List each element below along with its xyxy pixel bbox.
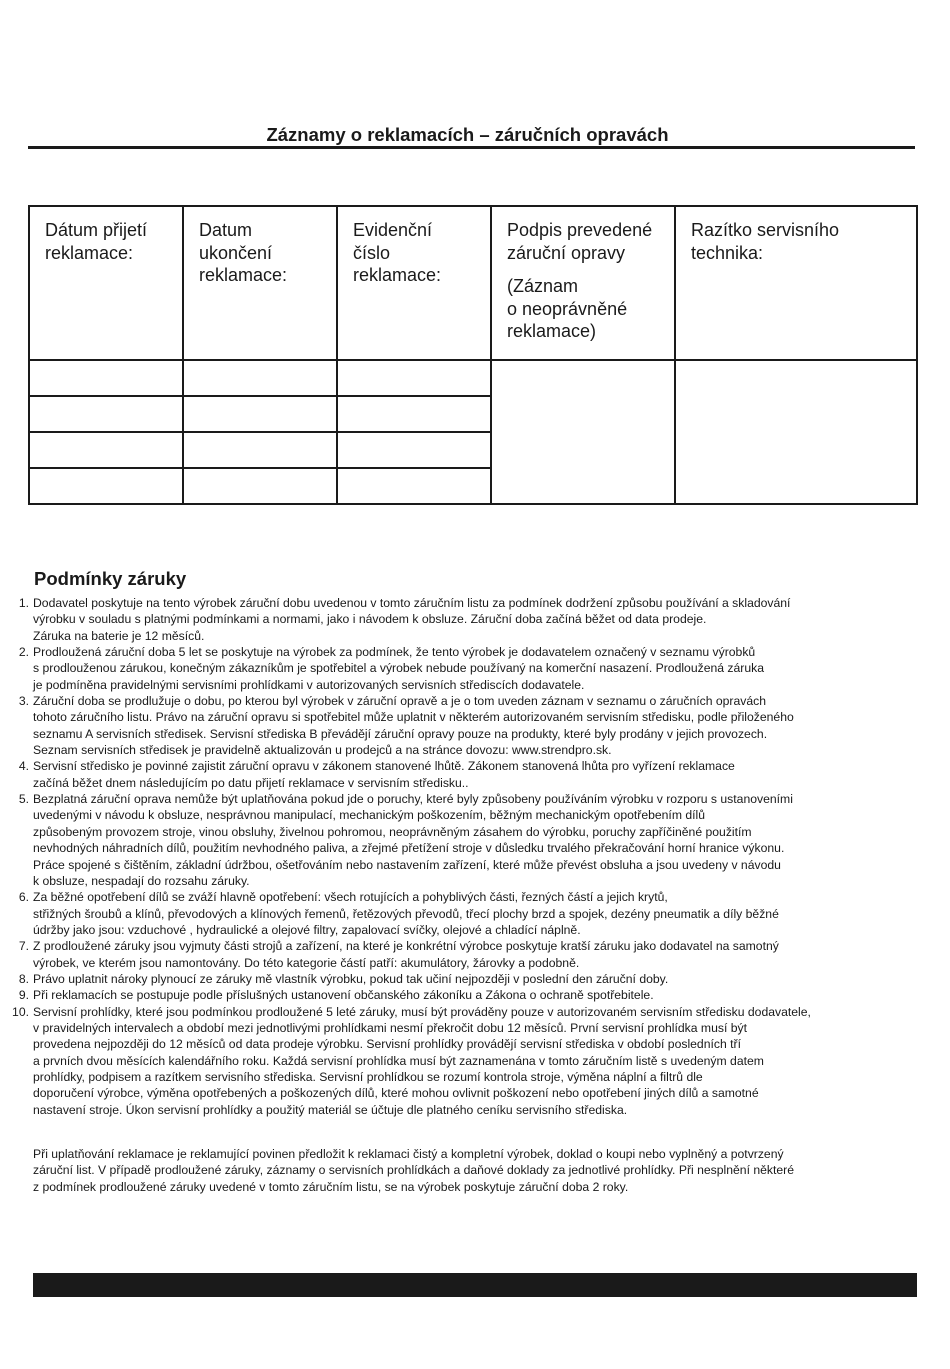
footer-note [33,1146,794,1195]
text-line: Dodavatel poskytuje na tento výrobek záruční dobu uvedenou v tomto záručním listu za podmínek dodržení způsobu používání a skladování [33,596,791,610]
header-label-line: reklamace: [199,265,288,285]
text-line: s prodlouženou zárukou, konečným zákazníkům je spotřebitel a výrobek nebude používaný na komerční nasazení. Prodloužená záruka [33,661,765,676]
header-label-line: Datum [199,220,253,240]
text-line: k obsluze, nespadají do rozsahu záruky. [33,873,250,888]
header-label-line: Dátum přijetí [45,220,148,240]
header-label-line: číslo [353,242,391,263]
list-item [0,987,923,1003]
table-cell[interactable] [29,360,183,396]
text-line: způsobeným provozem stroje, vinou obsluhy, živelnou pohromou, neoprávněným zásahem do výrobku, poruchy zapříčiněné použitím [33,824,752,839]
table-cell[interactable] [183,432,337,468]
table-cell[interactable] [337,396,491,432]
text-line: Seznam servisních středisek je pravidelně aktualizován u prodejců a na stránce dovozu: www.strendpro.sk. [33,743,612,758]
list-item-number: 6. [18,890,29,905]
text-line: Práce spojené s čištěním, základní údržbou, ošetřováním nebo nastavením zařízení, které může převést obsluha a jsou uvedeny v návodu [33,857,781,872]
title-divider [28,146,915,149]
header-label-line: záruční opravy [507,242,626,263]
conditions-title: Podmínky záruky [34,568,187,589]
header-note-line: o neoprávněné [507,298,628,319]
list-item-number: 9. [18,988,29,1003]
page-title: Záznamy o reklamacích – záručních opravách [266,124,669,145]
list-item [0,971,923,987]
list-item-number: 5. [18,792,29,807]
text-line: nastavení stroje. Úkon servisní prohlídky a použitý materiál se účtuje dle platného ceníku servisního střediska. [33,1102,628,1117]
list-item [0,791,923,889]
header-cell-technician-stamp [675,206,917,360]
header-cell-date-received [29,206,183,360]
header-note-line: (Záznam [507,276,579,296]
list-item [0,1004,923,1118]
text-line: výrobek, ve kterém jsou namontovány. Do této kategorie částí patří: akumulátory, žárovky a podobně. [33,955,580,970]
table-cell[interactable] [29,432,183,468]
header-cell-date-completed [183,206,337,360]
text-line: údržby jako jsou: vzduchové , hydraulické a olejové filtry, zapalovací svíčky, olejové a chladící náplně. [33,922,581,937]
list-item [0,889,923,938]
text-line: v pravidelných intervalech a období mezi jednotlivými prohlídkami nesmí překročit dobu 12 měsíců. První servisní prohlídka musí být [33,1020,747,1035]
list-item [0,938,923,971]
text-line: nevhodných náhradních dílů, použitím nevhodného paliva, a zřejmé přetížení stroje v důsledku trvalého překračování horní hranice výkonu. [33,841,785,856]
table-cell[interactable] [337,360,491,396]
header-label-line: Podpis prevedené [507,220,653,240]
text-line: Při uplatňování reklamace je reklamující povinen předložit k reklamaci čistý a kompletní výrobek, doklad o koupi nebo vyplněný a potvrzený [33,1147,784,1161]
text-line: Servisní středisko je povinné zajistit záruční opravu v zákonem stanovené lhůtě. Zákonem stanovená lhůta pro vyřízení reklamace [33,759,735,774]
text-line: z podmínek prodloužené záruky uvedené v tomto záručním listu, se na výrobek poskytuje záruční doba 2 roky. [33,1179,629,1194]
list-item-number: 10. [12,1004,29,1019]
text-line: je podmíněna pravidelnými servisními prohlídkami v autorizovaných servisních střediscích dodavatele. [33,677,585,692]
text-line: uvedenými v návodu k obsluze, nesprávnou manipulací, mechanickým poškozením, běžným mechanickým opotřebením dílů [33,808,706,823]
list-item-number: 8. [18,971,29,986]
text-line: výrobku v souladu s platnými podmínkami a normami, jako i návodem k obsluze. Záruční doba začíná běžet od data prodeje. [33,612,707,627]
text-line: záruční list. V případě prodloužené záruky, záznamy o servisních prohlídkách a daňové doklady za jednotlivé prohlídky. Při nesplnění některé [33,1163,795,1178]
text-line: provedena nejpozději do 12 měsíců od data prodeje výrobku. Servisní prohlídky provádějí servisní střediska v období posledních tří [33,1037,741,1052]
list-item-number: 4. [18,759,29,774]
table-cell[interactable] [337,432,491,468]
text-line: seznamu A servisních středisek. Servisní střediska B převádějí záruční opravy pouze na produkty, které byly prodány v jejich provozech. [33,726,768,741]
table-cell[interactable] [29,396,183,432]
header-label-line: reklamace: [45,242,134,263]
table-cell[interactable] [183,360,337,396]
list-item-number: 7. [18,939,29,954]
table-cell[interactable] [29,468,183,504]
header-label-line: reklamace: [353,265,442,285]
text-line: tohoto záručního listu. Právo na záruční opravu si spotřebitel může uplatnit v některém autorizovaném servisním středisku, podle přiloženého [33,710,794,725]
table-cell[interactable] [337,468,491,504]
text-line: a prvních dvou měsících kalendářního roku. Každá servisní prohlídka musí být zaznamenána v tomto záručním listě s uvedeným datem [33,1053,764,1068]
text-line: Prodloužená záruční doba 5 let se poskytuje na výrobek za podmínek, že tento výrobek je dodavatelem označený v seznamu výrobků [33,645,756,660]
text-line: Bezplatná záruční oprava nemůže být uplatňována pokud jde o poruchy, které byly způsobeny používáním výrobku v rozporu s ustanoveními [33,792,793,807]
list-item [0,595,923,644]
text-line: doporučení výrobce, výměna opotřebených a poškozených dílů, které mohou ovlivnit poškození nebo opotřebení jiných dílů a samotné [33,1086,759,1101]
text-line: Za běžné opotřebení dílů se zváží hlavně opotřebení: všech rotujících a pohyblivých části, řezných částí a jejich krytů, [33,890,668,905]
text-line: Právo uplatnit nároky plynoucí ze záruky mě vlastník výrobku, pokud tak učiní nejpozději v poslední den záruční doby. [33,971,669,986]
header-cell-record-number [337,206,491,360]
list-item [0,693,923,758]
list-item [0,758,923,791]
signature-cell[interactable] [491,360,675,504]
conditions-list [0,595,923,1118]
list-item-number: 3. [18,694,29,709]
text-line: Servisní prohlídky, které jsou podmínkou prodloužené 5 leté záruky, musí být prováděny pouze v autorizovaném servisním středisku dodavatele, [33,1004,811,1019]
table-header-row [29,206,917,360]
text-line: Z prodloužené záruky jsou vyjmuty části strojů a zařízení, na které je konkrétní výrobce poskytuje kratší záruku jako dodavatel na samotný [33,939,779,954]
bottom-bar [33,1273,917,1297]
header-note-line: reklamace) [507,321,597,341]
header-cell-signature [491,206,675,360]
list-item-number: 2. [18,645,29,660]
text-line: Záruční doba se prodlužuje o dobu, po kterou byl výrobek v záruční opravě a je o tom uveden záznam v seznamu o záručních opravách [33,694,767,709]
stamp-cell[interactable] [675,360,917,504]
text-line: prohlídky, podpisem a razítkem servisního střediska. Servisní prohlídkou se rozumí kontrola stroje, výměna náplní a filtrů dle [33,1069,703,1084]
header-label-line: Razítko servisního [691,220,840,240]
table-row [29,360,917,396]
table-cell[interactable] [183,396,337,432]
table-cell[interactable] [183,468,337,504]
text-line: Při reklamacích se postupuje podle příslušných ustanovení občanského zákoníku a Zákona o ochraně spotřebitele. [33,988,654,1003]
text-line: začíná běžet dnem následujícím po datu přijetí reklamace v servisním středisku.. [33,775,469,790]
list-item [0,644,923,693]
list-item-number: 1. [18,596,29,610]
header-label-line: ukončení [199,242,273,263]
header-label-line: technika: [691,242,764,263]
text-line: Záruka na baterie je 12 měsíců. [33,628,205,643]
text-line: střižných šroubů a klínů, převodových a klínových řemenů, řetězových převodů, třecí plochy brzd a spojek, dezény pneumatik a díly běžné [33,906,779,921]
repair-records-table [28,205,918,505]
header-label-line: Evidenční [353,220,433,240]
